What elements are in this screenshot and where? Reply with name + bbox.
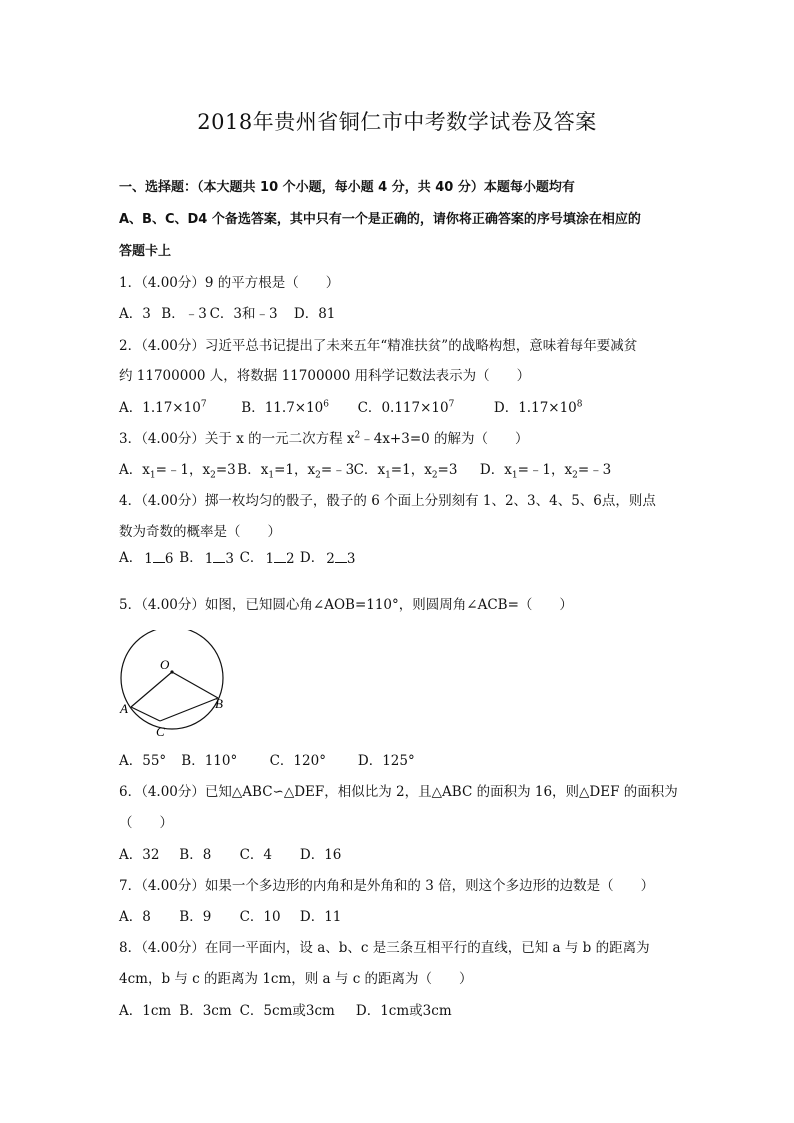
question-1-options xyxy=(119,302,679,322)
question-3-stem: 3．（4.00分）关于 x 的一元二次方程 $x^2﹣4x+3=0$ 的解为（ ） xyxy=(119,430,529,447)
option-d: D．11 xyxy=(299,909,342,925)
option-c: C．4 xyxy=(239,847,273,863)
option-b: B．$x_1=1$，$x_2=﹣3$ xyxy=(237,462,355,481)
option-a: A．$1.17\times 10^7$ xyxy=(119,399,207,416)
option-b: B．9 xyxy=(179,909,212,925)
option-c: C． 1 2 xyxy=(239,550,295,567)
circle-outline xyxy=(121,630,223,729)
question-6-options xyxy=(119,843,679,863)
question-5-stem: 5．（4.00分）如图，已知圆心角∠AOB=110°，则圆周角∠ACB=（ ） xyxy=(119,597,573,613)
option-c: C．$x_1=1$，$x_2=3$ xyxy=(353,462,458,481)
question-8-stem-line-1: 8．（4.00分）在同一平面内，设 a、b、c 是三条互相平行的直线，已知 a 与 b 的距离为 xyxy=(119,940,650,956)
option-a: A．3 xyxy=(119,306,151,322)
question-2-stem-line-2: 约 11700000 人，将数据 11700000 用科学记数法表示为（ ） xyxy=(119,368,531,384)
question-2-stem-line-1: 2．（4.00分）习近平总书记提出了未来五年“精准扶贫”的战略构想，意味着每年要减贫 xyxy=(119,338,638,354)
option-b: B．110° xyxy=(181,753,238,769)
option-d: D．125° xyxy=(357,753,415,769)
option-b: B． 1 3 xyxy=(179,550,234,567)
question-4-stem-line-2: 数为奇数的概率是（ ） xyxy=(119,524,281,540)
question-8-stem-line-2: 4cm，b 与 c 的距离为 1cm，则 a 与 c 的距离为（ ） xyxy=(119,971,473,987)
option-c: C．$0.117\times 10^7$ xyxy=(357,399,455,416)
option-a: A．8 xyxy=(119,909,151,925)
option-b: B．3cm xyxy=(179,1003,232,1019)
radius-oa xyxy=(131,672,172,707)
option-d: D．$1.17\times 10^8$ xyxy=(493,399,583,416)
fraction: 2 3 xyxy=(326,550,356,567)
question-4-options xyxy=(119,546,679,567)
option-a: A．$x_1=﹣1$，$x_2=3$ xyxy=(119,462,236,481)
page-title: 2018年贵州省铜仁市中考数学试卷及答案 xyxy=(197,110,597,134)
question-7-stem: 7．（4.00分）如果一个多边形的内角和是外角和的 3 倍，则这个多边形的边数是（ ） xyxy=(119,878,655,894)
option-c: C．120° xyxy=(269,753,326,769)
radius-ob xyxy=(172,672,218,698)
option-d: D．1cm或3cm xyxy=(355,1003,452,1019)
section-header-line-3: 答题卡上 xyxy=(119,244,172,259)
option-c: C．3和﹣3 xyxy=(209,306,278,322)
question-2-options xyxy=(119,396,679,416)
option-a: A．1cm xyxy=(119,1003,172,1019)
center-point xyxy=(170,670,173,673)
question-5-options xyxy=(119,749,679,769)
option-a: A． 1 6 xyxy=(119,550,174,567)
label-c: C xyxy=(156,724,165,739)
fraction: 1 3 xyxy=(204,550,234,567)
option-d: D． 2 3 xyxy=(299,550,356,567)
option-b: B．$11.7\times 10^6$ xyxy=(241,399,330,416)
section-header-line-1: 一、选择题：（本大题共 10 个小题，每小题 4 分，共 40 分）本题每小题均有 xyxy=(119,180,575,195)
option-d: D．16 xyxy=(299,847,342,863)
question-6-stem-line-2: （ ） xyxy=(119,815,173,831)
label-o: O xyxy=(160,657,170,672)
question-7-options xyxy=(119,905,679,925)
option-a: A．55° xyxy=(119,753,167,769)
option-a: A．32 xyxy=(119,847,160,863)
option-c: C．10 xyxy=(239,909,281,925)
question-4-stem-line-1: 4．（4.00分）掷一枚均匀的骰子，骰子的 6 个面上分别刻有 1、2、3、4、5、6点，则点 xyxy=(119,493,656,509)
question-1-stem: 1．（4.00分）9 的平方根是（ ） xyxy=(119,275,340,291)
fraction: 1 2 xyxy=(265,550,295,567)
option-c: C．5cm或3cm xyxy=(239,1003,335,1019)
option-d: D．$x_1=﹣1$，$x_2=﹣3$ xyxy=(479,462,612,481)
section-header-line-2: A、B、C、D4 个备选答案，其中只有一个是正确的，请你将正确答案的序号填涂在相应的 xyxy=(119,212,641,227)
circle-figure xyxy=(116,630,231,742)
question-3-options xyxy=(119,458,679,481)
option-d: D．81 xyxy=(293,306,336,322)
question-6-stem-line-1: 6．（4.00分）已知△ABC∽△DEF，相似比为 2，且△ABC 的面积为 16，则△DEF 的面积为 xyxy=(119,784,678,800)
question-8-options xyxy=(119,999,679,1019)
fraction: 1 6 xyxy=(144,550,174,567)
chord-cb xyxy=(160,698,218,721)
label-b: B xyxy=(215,696,223,711)
option-b: B．8 xyxy=(179,847,212,863)
label-a: A xyxy=(120,701,128,716)
option-b: B．﹣3 xyxy=(161,306,207,322)
